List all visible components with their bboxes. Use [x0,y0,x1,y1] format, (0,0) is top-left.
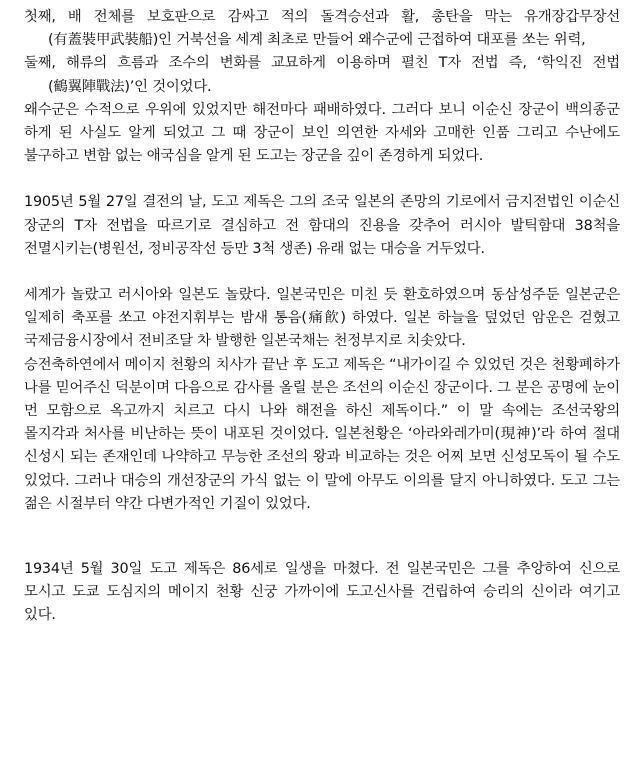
paragraph-gap [24,516,620,558]
paragraph-battle: 1905년 5월 27일 결전의 날, 도고 제독은 그의 조국 일본의 존망의 기로에서 금지전법인 이순신 장군의 T자 전법을 따르기로 결심하고 전 함대의 진용을 갖추어 러시아 발틱함대 38척을 전멸시키는(병원선, 정비공작선 등만 3척 생존) 유래 없는 대승을 거두었다. [24,194,620,257]
paragraph-gap [24,168,620,191]
paragraph-reaction: 세계가 놀랐고 러시아와 일본도 놀랐다. 일본국민은 미친 듯 환호하였으며 동삼성주둔 일본군은 일제히 축포를 쏘고 야전지휘부는 밤새 통음(痛飮) 하였다. 일본 하늘을 덮었던 암운은 걷혔고 국제금융시장에서 전비조달 차 발행한 일본국채는 천정부지로 치솟았다. [24,287,620,350]
paragraph-gap [24,261,620,284]
paragraph-death: 1934년 5월 30일 도고 제독은 86세로 일생을 마쳤다. 전 일본국민은 그를 추앙하여 신으로 모시고 도쿄 도심지의 메이지 천황 신궁 가까이에 도고신사를 건립하여 승리의 신이라 여기고 있다. [24,561,620,624]
second-point-item: 둘째, 해류의 흐름과 조수의 변화를 교묘하게 이용하며 펼친 T자 전법 즉, ‘학익진 전법(鶴翼陣戰法)’인 것이었다. [24,55,620,95]
first-point-item: 첫째, 배 전체를 보호판으로 감싸고 적의 돌격승선과 활, 총탄을 막는 유개장갑무장선(有蓋裝甲武裝船)인 거북선을 세계 최초로 만들어 왜수군에 근접하여 대포를 쏘는 위력, [24,9,620,49]
paragraph-respect: 왜수군은 수적으로 우위에 있었지만 해전마다 패배하였다. 그러다 보니 이순신 장군이 백의종군 하게 된 사실도 알게 되었고 그 때 장군이 보인 의연한 자세와 고매한 인품 그리고 수난에도 불구하고 변함 없는 애국심을 알게 된 도고는 장군을 깊이 존경하게 되었다. [24,101,620,165]
paragraph-victory-speech: 승전축하연에서 메이지 천황의 치사가 끝난 후 도고 제독은 “내가이길 수 있었던 것은 천황폐하가 나를 믿어주신 덕분이며 다음으로 감사를 올릴 분은 조선의 이순신 장군이다. 그 분은 공명에 눈이 먼 모함으로 옥고까지 치르고 다시 나와 해전을 하신 제독이다.” 이 말 속에는 조선국왕의 몰지각과 처사를 비난하는 뜻이 내포된 것이었다. 일본천황은 ‘아라와레가미(現神)’라 하여 절대 신성시 되는 존재인데 나약하고 무능한 조선의 왕과 비교하는 것은 어찌 보면 신성모독이 될 수도 있었다. 그러나 대승의 개선장군의 가식 없는 이 말에 아무도 이의를 달지 아니하였다. 도고 그는 젊은 시절부터 약간 다변가적인 기질이 있었다. [24,356,620,512]
